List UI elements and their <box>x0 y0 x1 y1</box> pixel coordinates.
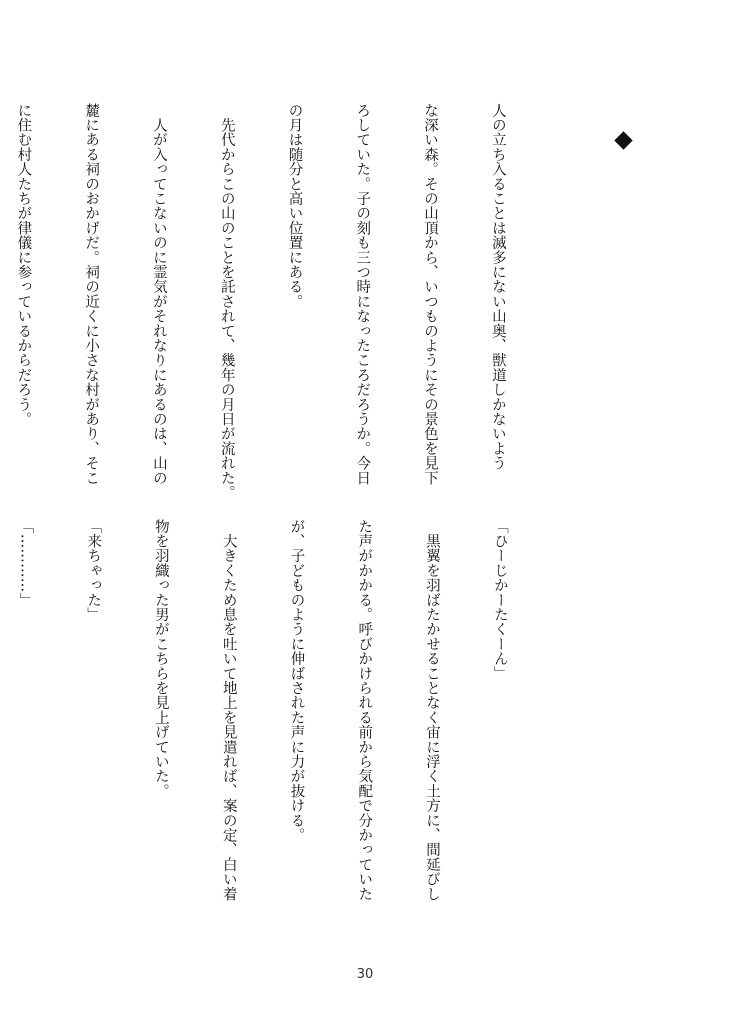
text-line: 黒翼を羽ばたかせることなく宙に浮く土方に、間延びし <box>424 519 441 902</box>
text-line: 「ひーじかーたくーん」 <box>491 519 508 681</box>
text-line: 「…………」 <box>17 519 34 608</box>
text-line: 人の立ち入ることは滅多にない山奥、獣道しかないよう <box>489 103 506 471</box>
text-line: 「来ちゃった」 <box>85 519 102 622</box>
text-line: 麓にある祠のおかげだ。祠の近くに小さな村があり、そこ <box>83 103 100 486</box>
text-line: な深い森。その山頂から、いつものようにその景色を見下 <box>422 103 439 486</box>
text-line: た声がかかる。呼びかけられる前から気配で分かっていた <box>356 519 373 902</box>
text-line: の月は随分と高い位置にある。 <box>286 103 303 309</box>
page-number: 30 <box>356 967 374 982</box>
text-line: ろしていた。子の刻も三つ時になったころだろうか。今日 <box>354 103 371 486</box>
text-line: が、子どものように伸ばされた声に力が抜ける。 <box>288 519 305 843</box>
text-block-bottom <box>0 519 556 939</box>
text-block-top <box>0 103 554 503</box>
text-line: 人が入ってこないのに霊気がそれなりにあるのは、山の <box>150 103 167 486</box>
diamond-icon <box>614 131 632 149</box>
text-line: 大きくため息を吐いて地上を見遣れば、案の定、白い着 <box>220 519 237 902</box>
text-line: 物を羽織った男がこちらを見上げていた。 <box>152 519 169 799</box>
text-line: 先代からこの山のことを託されて、幾年の月日が流れた。 <box>218 103 235 500</box>
text-line: に住む村人たちが律儀に参っているからだろう。 <box>15 103 32 427</box>
